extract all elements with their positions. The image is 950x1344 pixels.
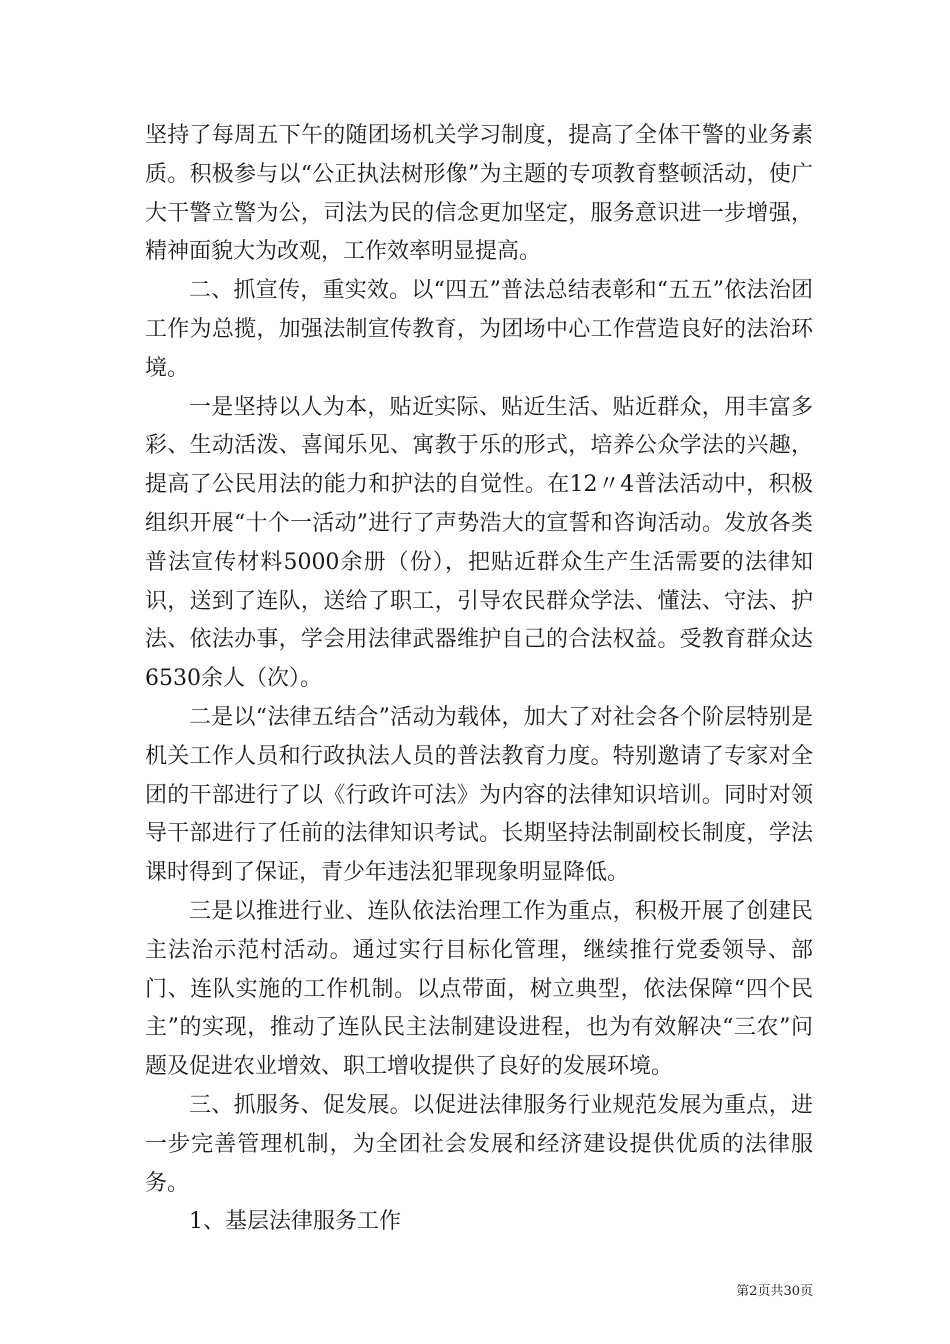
document-body [145,117,813,1242]
page-number-footer: 第2页共30页 [736,1284,813,1299]
body-paragraph-point-three: 三是以推进行业、连队依法治理工作为重点，积极开展了创建民主法治示范村活动。通过实行目标化管理，继续推行党委领导、部门、连队实施的工作机制。以点带面，树立典型，依法保障“四个民主”的实现，推动了连队民主法制建设进程，也为有效解决“三农”问题及促进农业增效、职工增收提供了良好的发展环境。 [145,898,813,1080]
body-paragraph-point-one: 一是坚持以人为本，贴近实际、贴近生活、贴近群众，用丰富多彩、生动活泼、喜闻乐见、寓教于乐的形式，培养公众学法的兴趣，提高了公民用法的能力和护法的自觉性。在12〃4普法活动中，积极组织开展“十个一活动”进行了声势浩大的宣誓和咨询活动。发放各类普法宣传材料5000余册（份），把贴近群众生产生活需要的法律知识，送到了连队，送给了职工，引导农民群众学法、懂法、守法、护法、依法办事，学会用法律武器维护自己的合法权益。受教育群众达6530余人（次）。 [145,394,813,692]
body-paragraph-continuation: 坚持了每周五下午的随团场机关学习制度，提高了全体干警的业务素质。积极参与以“公正执法树形像”为主题的专项教育整顿活动，使广大干警立警为公，司法为民的信念更加坚定，服务意识进一步增强，精神面貌大为改观，工作效率明显提高。 [145,123,813,265]
section-heading-publicity: 二、抓宣传，重实效。以“四五”普法总结表彰和“五五”依法治团工作为总揽，加强法制宣传教育，为团场中心工作营造良好的法治环境。 [145,278,813,381]
section-heading-service: 三、抓服务、促发展。以促进法律服务行业规范发展为重点，进一步完善管理机制，为全团社会发展和经济建设提供优质的法律服务。 [145,1092,813,1196]
body-paragraph-point-two: 二是以“法律五结合”活动为载体，加大了对社会各个阶层特别是机关工作人员和行政执法人员的普法教育力度。特别邀请了专家对全团的干部进行了以《行政许可法》为内容的法律知识培训。同时对领导干部进行了任前的法律知识考试。长期坚持法制副校长制度，学法课时得到了保证，青少年违法犯罪现象明显降低。 [145,704,813,886]
subsection-heading-grassroots: 1、基层法律服务工作 [189,1209,401,1235]
